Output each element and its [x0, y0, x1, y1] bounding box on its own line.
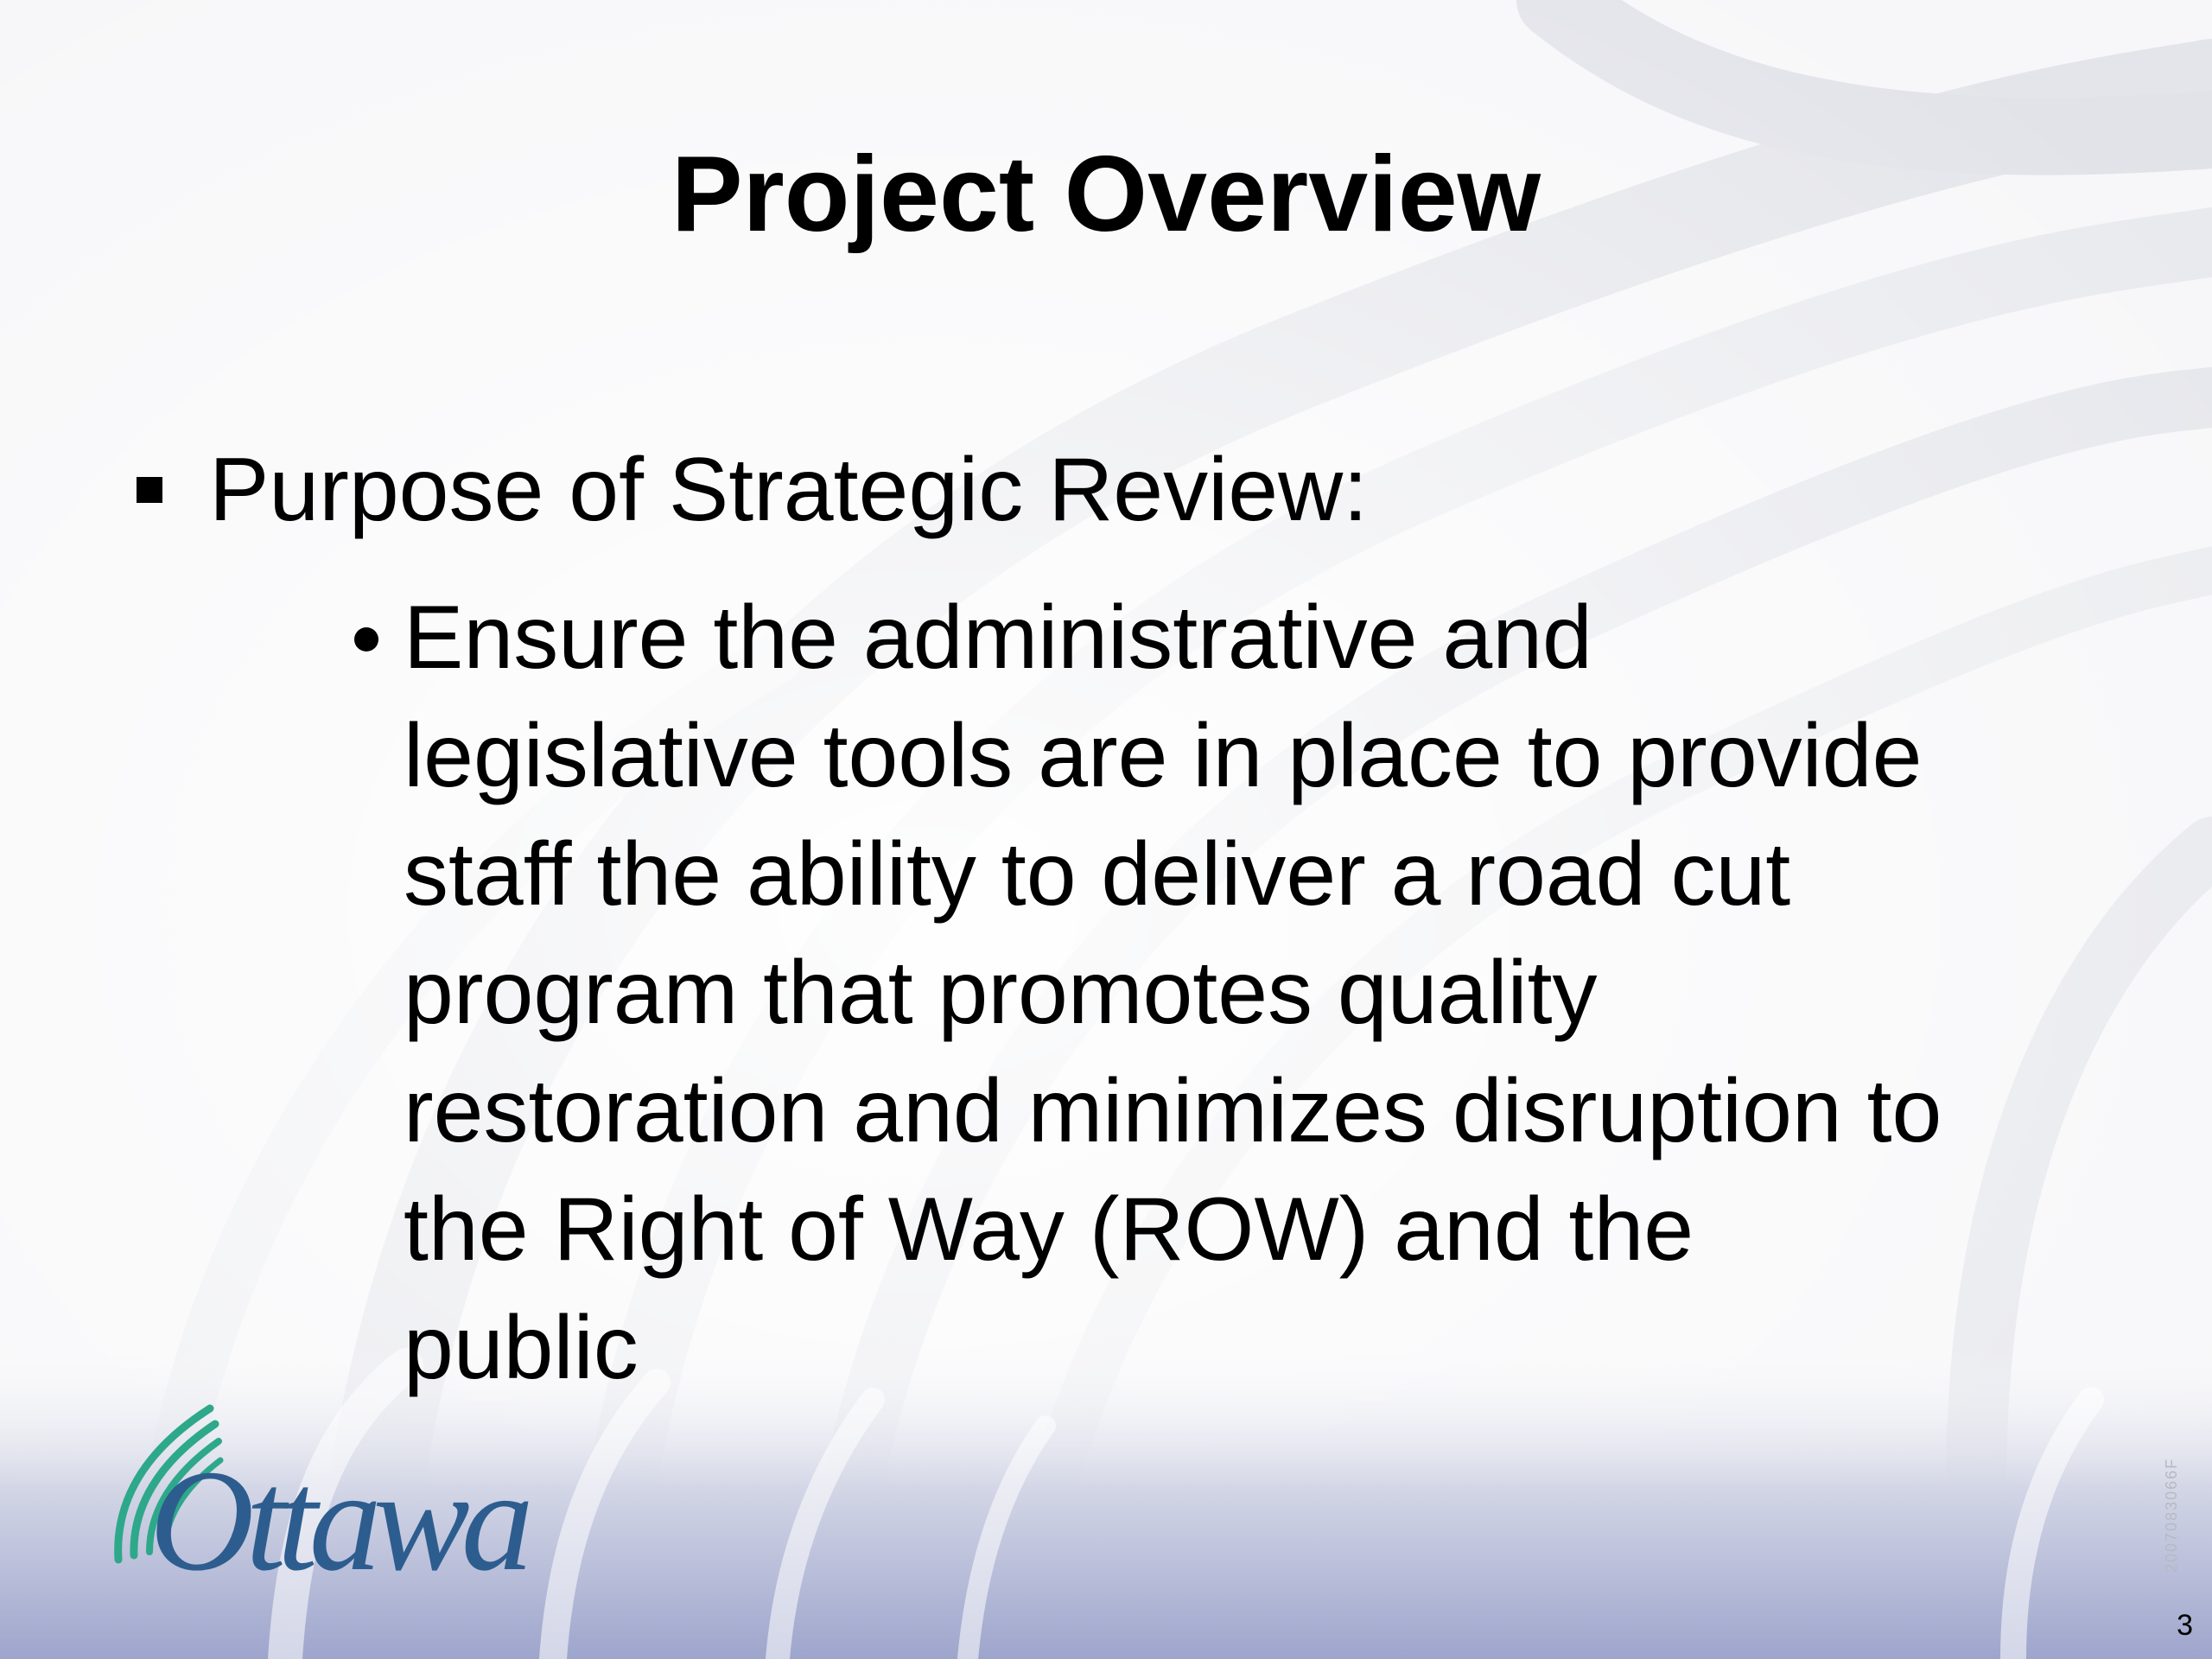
svg-text:Ottawa: Ottawa	[149, 1440, 525, 1590]
round-bullet-icon	[354, 627, 378, 652]
square-bullet-icon	[137, 477, 162, 503]
bullet-purpose-text: Purpose of Strategic Review:	[209, 440, 1369, 540]
sub-bullet-line: staff the ability to deliver a road cut	[404, 824, 1791, 925]
ottawa-logo	[108, 1400, 557, 1590]
sub-bullet-line: public	[404, 1298, 639, 1398]
page-number: 3	[2177, 1609, 2193, 1642]
document-code	[2154, 1521, 2189, 1573]
sub-bullet-line: program that promotes quality	[404, 943, 1598, 1043]
sub-bullet-line: legislative tools are in place to provide	[404, 706, 1923, 806]
slide-title: Project Overview	[671, 135, 1541, 254]
sub-bullet-line: the Right of Way (ROW) and the	[404, 1179, 1694, 1280]
sub-bullet-line: restoration and minimizes disruption to	[404, 1061, 1942, 1161]
sub-bullet-line: Ensure the administrative and	[404, 588, 1592, 688]
sub-bullet-text	[404, 579, 2132, 1408]
